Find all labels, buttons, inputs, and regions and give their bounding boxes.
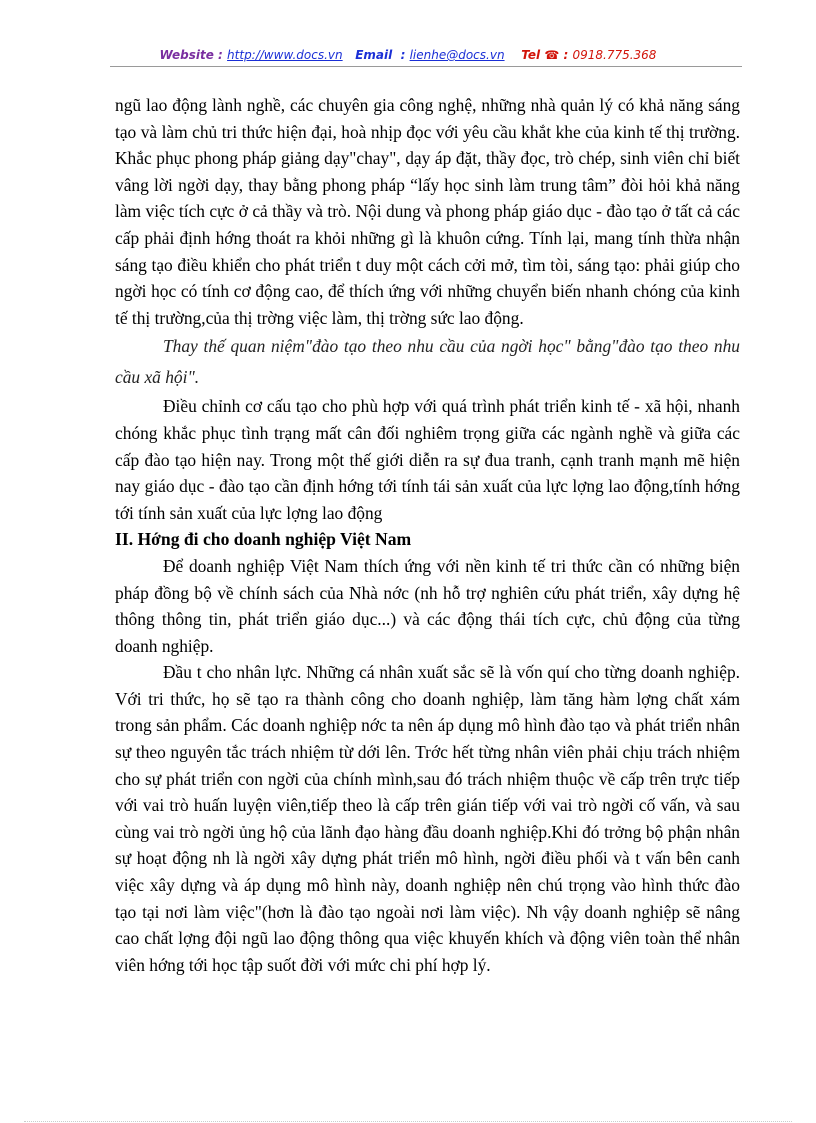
paragraph-1: ngũ lao động lành nghề, các chuyên gia công nghệ, những nhà quản lý có khả năng sáng tạo và làm chủ tri thức hiện đại, hoà nhịp đọc với yêu cầu khắt khe của kinh tế thị trường. Khắc phục phong pháp giảng dạy"chay", dạy áp đặt, thầy đọc, trò chép, sinh viên chỉ biết vâng lời ngời dạy, thay bằng phong pháp “lấy học sinh làm trung tâm” đòi hỏi khả năng làm việc tích cực ở cả thầy và trò. Nội dung và phong pháp giáo dục - đào tạo ở tất cả các cấp phải định hớng thoát ra khỏi những gì là khuôn cứng. Tính lại, mang tính thừa nhận sáng tạo điều khiển cho phát triển t duy một cách cởi mở, tìm tòi, sáng tạo: phải giúp cho ngời học có tính cơ động cao, để thích ứng với những chuyển biến nhanh chóng của kinh tế thị trường,của thị trờng việc làm, thị trờng sức lao động. — [115, 95, 740, 328]
section-heading: II. Hớng đi cho doanh nghiệp Việt Nam — [115, 529, 412, 550]
tel-value: 0918.775.368 — [572, 48, 657, 62]
email-link[interactable]: lienhe@docs.vn — [409, 48, 505, 62]
footer-divider — [24, 1121, 792, 1122]
paragraph-3: Điều chỉnh cơ cấu tạo cho phù hợp với quá trình phát triển kinh tế - xã hội, nhanh chóng khắc phục tình trạng mất cân đối nghiêm trọng giữa các ngành nghề và giữa các cấp đào tạo hiện nay. Trong một thế giới diễn ra sự đua tranh, cạnh tranh mạnh mẽ hiện nay giáo dục - đào tạo cần định hớng tới tính tái sản xuất của lực lợng lao động,tính hớng tới tính sản xuất của lực lợng lao động — [115, 396, 740, 523]
email-label: Email — [355, 48, 393, 62]
paragraph-italic-quote: Thay thế quan niệm"đào tạo theo nhu cầu của ngời học" bằng"đào tạo theo nhu cầu xã hội". — [115, 336, 740, 388]
document-body — [115, 92, 740, 978]
paragraph-5: Để doanh nghiệp Việt Nam thích ứng với nền kinh tế tri thức cần có những biện pháp đồng bộ về chính sách của Nhà nớc (nh hỗ trợ nghiên cứu phát triển, xây dựng hệ thông thông tin, phát triển giáo dục...) và các động thái tích cực, chủ động của từng doanh nghiệp. — [115, 555, 740, 656]
header-divider — [110, 66, 742, 67]
tel-label: Tel ☎ : — [521, 48, 569, 62]
email-separator: : — [400, 48, 406, 62]
website-link[interactable]: http://www.docs.vn — [227, 48, 343, 62]
page-header — [0, 48, 816, 62]
website-label: Website : — [159, 48, 223, 62]
paragraph-6: Đầu t cho nhân lực. Những cá nhân xuất sắc sẽ là vốn quí cho từng doanh nghiệp. Với tri thức, họ sẽ tạo ra thành công cho doanh nghiệp, làm tăng hàm lợng chất xám trong sản phẩm. Các doanh nghiệp nớc ta nên áp dụng mô hình đào tạo và phát triển nhân sự theo nguyên tắc trách nhiệm từ dới lên. Trớc hết từng nhân viên phải chịu trách nhiệm cho sự phát triển con ngời của chính mình,sau đó trách nhiệm thuộc về cấp trên trực tiếp với vai trò huấn luyện viên,tiếp theo là cấp trên gián tiếp với vai trò ngời cố vấn, và sau cùng vai trò ngời ủng hộ của lãnh đạo hàng đầu doanh nghiệp.Khi đó trởng bộ phận nhân sự hoạt động nh là ngời xây dựng phát triển mô hình, ngời điều phối và t vấn bên canh việc xây dựng và áp dụng mô hình này, doanh nghiệp nên chú trọng vào hình thức đào tạo tại nơi làm việc"(hơn là đào tạo ngoài nơi làm việc). Nh vậy doanh nghiệp sẽ nâng cao chất lợng đội ngũ lao động thông qua việc khuyến khích và động viên toàn thể nhân viên hớng tới học tập suốt đời với mức chi phí hợp lý. — [115, 662, 740, 975]
